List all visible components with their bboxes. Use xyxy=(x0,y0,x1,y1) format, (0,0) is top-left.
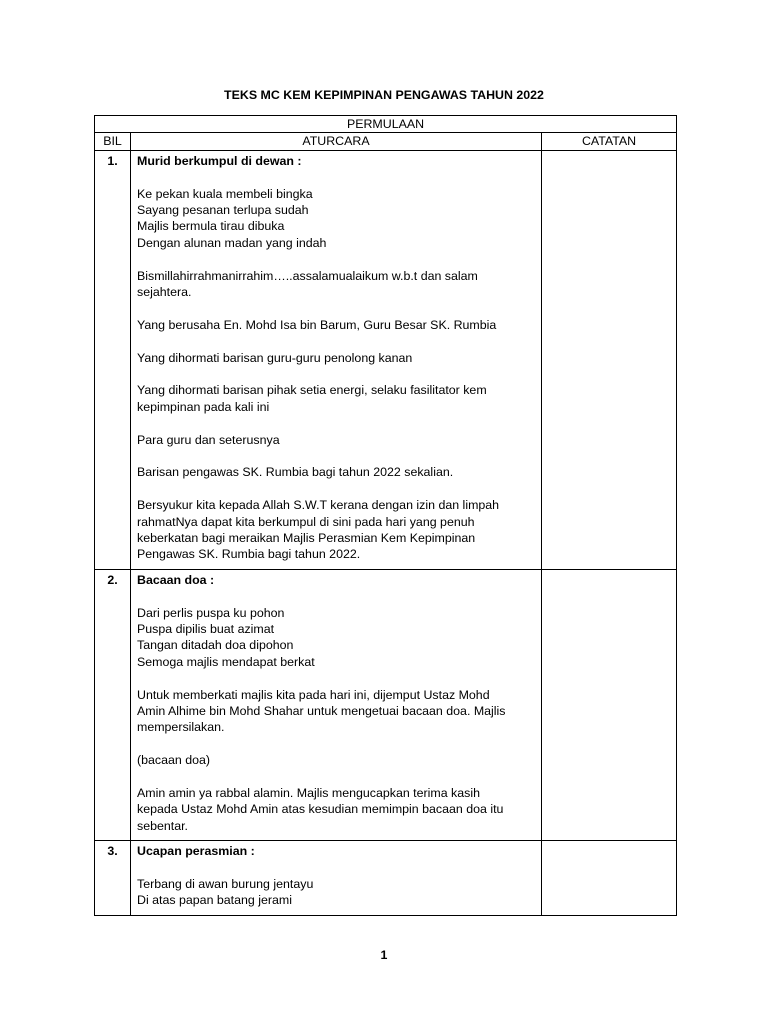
text-block xyxy=(137,350,535,366)
text-line: Para guru dan seterusnya xyxy=(137,432,280,447)
aturcara-cell xyxy=(131,150,542,569)
aturcara-cell xyxy=(131,841,542,916)
row-number: 1. xyxy=(95,150,131,569)
text-line: Untuk memberkati majlis kita pada hari ini, dijemput Ustaz Mohd xyxy=(137,687,490,702)
text-block xyxy=(137,382,535,415)
text-line: kepimpinan pada kali ini xyxy=(137,399,270,414)
header-catatan: CATATAN xyxy=(542,133,677,150)
table-row xyxy=(95,841,677,916)
text-line: sejahtera. xyxy=(137,285,192,300)
catatan-cell xyxy=(542,569,677,840)
item-heading: Ucapan perasmian : xyxy=(137,844,255,859)
text-block xyxy=(137,317,535,333)
table-row xyxy=(95,150,677,569)
text-line: Bersyukur kita kepada Allah S.W.T kerana dengan izin dan limpah xyxy=(137,498,500,513)
text-line: Amin amin ya rabbal alamin. Majlis mengucapkan terima kasih xyxy=(137,786,480,801)
text-line: (bacaan doa) xyxy=(137,753,211,768)
text-line: Amin Alhime bin Mohd Shahar untuk mengetuai bacaan doa. Majlis xyxy=(137,704,506,719)
text-block xyxy=(137,687,535,736)
text-line: Semoga majlis mendapat berkat xyxy=(137,654,315,669)
text-line: Yang berusaha En. Mohd Isa bin Barum, Guru Besar SK. Rumbia xyxy=(137,317,497,332)
text-line: Barisan pengawas SK. Rumbia bagi tahun 2022 sekalian. xyxy=(137,465,454,480)
text-line: Yang dihormati barisan pihak setia energi, selaku fasilitator kem xyxy=(137,383,487,398)
text-block xyxy=(137,605,535,671)
text-block xyxy=(137,752,535,768)
text-line: Puspa dipilis buat azimat xyxy=(137,622,275,637)
section-title: PERMULAAN xyxy=(95,116,677,133)
section-row xyxy=(95,116,677,133)
text-line: Ke pekan kuala membeli bingka xyxy=(137,186,313,201)
text-block xyxy=(137,497,535,563)
header-bil: BIL xyxy=(95,133,131,150)
catatan-cell xyxy=(542,150,677,569)
header-aturcara: ATURCARA xyxy=(131,133,542,150)
text-line: Majlis bermula tirau dibuka xyxy=(137,219,285,234)
text-block xyxy=(137,464,535,480)
row-number: 3. xyxy=(95,841,131,916)
text-line: Pengawas SK. Rumbia bagi tahun 2022. xyxy=(137,547,361,562)
aturcara-cell xyxy=(131,569,542,840)
catatan-cell xyxy=(542,841,677,916)
text-line: Yang dihormati barisan guru-guru penolong kanan xyxy=(137,350,413,365)
text-line: sebentar. xyxy=(137,818,188,833)
item-heading: Bacaan doa : xyxy=(137,572,215,587)
text-line: Dari perlis puspa ku pohon xyxy=(137,605,285,620)
text-block xyxy=(137,268,535,301)
document-title: TEKS MC KEM KEPIMPINAN PENGAWAS TAHUN 2022 xyxy=(224,88,544,102)
text-line: Bismillahirrahmanirrahim…..assalamualaikum w.b.t dan salam xyxy=(137,268,478,283)
text-line: Terbang di awan burung jentayu xyxy=(137,877,314,892)
page-number: 1 xyxy=(380,948,388,962)
text-line: mempersilakan. xyxy=(137,720,225,735)
text-line: Dengan alunan madan yang indah xyxy=(137,235,327,250)
text-line: Sayang pesanan terlupa sudah xyxy=(137,203,309,218)
item-heading: Murid berkumpul di dewan : xyxy=(137,153,302,168)
text-block xyxy=(137,876,535,909)
text-line: Tangan ditadah doa dipohon xyxy=(137,638,294,653)
program-table xyxy=(94,115,677,916)
text-block xyxy=(137,785,535,834)
header-row xyxy=(95,133,677,150)
text-block xyxy=(137,186,535,252)
text-line: Di atas papan batang jerami xyxy=(137,893,292,908)
text-line: rahmatNya dapat kita berkumpul di sini pada hari yang penuh xyxy=(137,514,475,529)
table-row xyxy=(95,569,677,840)
text-line: kepada Ustaz Mohd Amin atas kesudian memimpin bacaan doa itu xyxy=(137,802,504,817)
row-number: 2. xyxy=(95,569,131,840)
text-line: keberkatan bagi meraikan Majlis Perasmian Kem Kepimpinan xyxy=(137,531,476,546)
text-block xyxy=(137,432,535,448)
